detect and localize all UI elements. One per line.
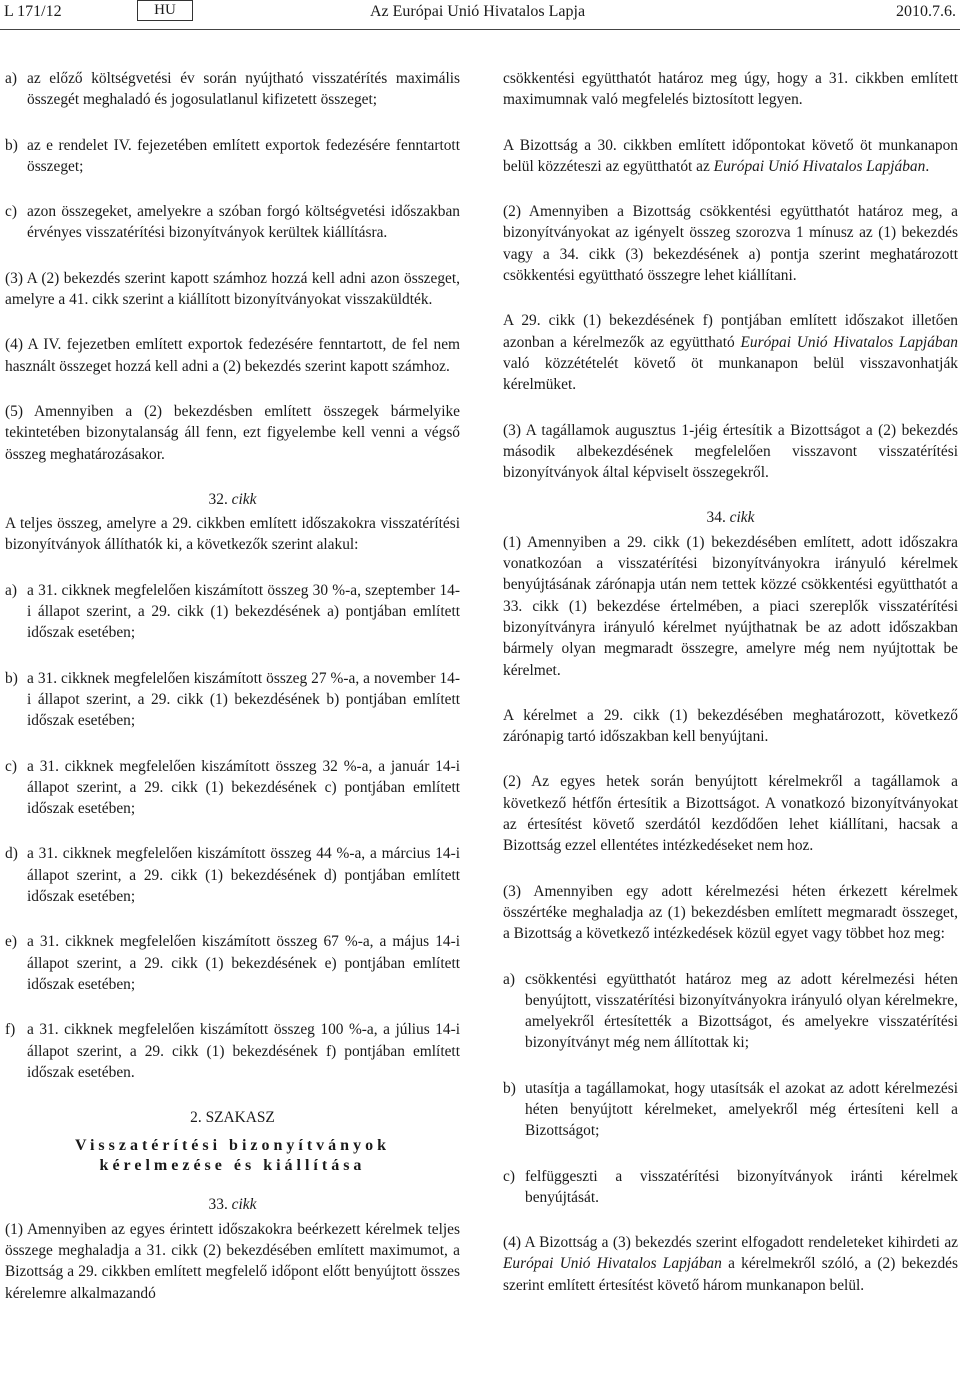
withdrawal-paragraph: A 29. cikk (1) bekezdésének f) pontjában említett időszakot illetően azonban a kérelmezők az együttható Európai Unió Hivatalos Lapjában való közzétételét követő öt munkanapon belül visszavonhatják kérelmüket. bbox=[503, 312, 958, 394]
paragraph-2: (2) Amennyiben a Bizottság csökkentési együtthatót határoz meg, a bizonyítványokat az igényelt összeg szorozva 1 mínusz az (1) bekezdés vagy a 34. cikk (3) bekezdésének a) pontja szerint meghatározott csökkentési együttható összegre lehet kiállítani. bbox=[503, 203, 958, 285]
article-33-paragraph-1: (1) Amennyiben az egyes érintett időszakokra beérkezett kérelmek teljes összege meghaladja a 31. cikk (2) bekezdésében említett maximumot, a Bizottság a 29. cikkben említett megfelelő időpont előtt benyújtott összes kérelemre alkalmazandó bbox=[5, 1220, 460, 1302]
page-header bbox=[0, 0, 960, 30]
journal-title: Az Európai Unió Hivatalos Lapja bbox=[370, 3, 586, 20]
paragraph-3: (3) A (2) bekezdés szerint kapott számhoz hozzá kell adni azon összeget, amelyre a 41. cikk szerint a kiállított bizonyítványokat visszaküldték. bbox=[5, 269, 460, 309]
article-33-heading: 33. cikk bbox=[208, 1196, 257, 1214]
section-label: 2. SZAKASZ bbox=[190, 1109, 275, 1127]
publication-date: 2010.7.6. bbox=[896, 3, 956, 20]
list-item: c) a 31. cikknek megfelelően kiszámított összeg 32 %-a, a január 14-i állapot szerint, a 29. cikk (1) bekezdésének c) pontjában említett időszak esetében; bbox=[5, 757, 460, 818]
list-item: a) az előző költségvetési év során nyújtható visszatérítés maximális összegét meghaladó és jogosulatlanul kifizetett összeget; bbox=[5, 70, 460, 109]
section-title-line-1: Visszatérítési bizonyítványok bbox=[75, 1137, 390, 1155]
article-34-paragraph-4: (4) A Bizottság a (3) bekezdés szerint elfogadott rendeleteket kihirdeti az Európai Unió Hivatalos Lapjában a kérelmekről szóló, a (2) bekezdés szerint említett értesítést követő három munkanapon belül. bbox=[503, 1234, 958, 1294]
list-item: e) a 31. cikknek megfelelően kiszámított összeg 67 %-a, a május 14-i állapot szerint, a 29. cikk (1) bekezdésének e) pontjában említett időszak esetében; bbox=[5, 933, 460, 993]
article-34-paragraph-3: (3) Amennyiben egy adott kérelmezési héten érkezett kérelmek összértéke meghaladja az (1) bekezdésben említett megmaradt összeget, a Bizottság a következő intézkedések közül egyet vagy többet hoz meg: bbox=[503, 882, 958, 943]
list-item: f) a 31. cikknek megfelelően kiszámított összeg 100 %-a, a július 14-i állapot szerint, a 29. cikk (1) bekezdésének f) pontjában említett időszak esetében. bbox=[5, 1021, 460, 1081]
article-34-paragraph-2: (2) Az egyes hetek során benyújtott kérelmekről a tagállamok a következő hétfőn értesítik a Bizottságot. A vonatkozó bizonyítványokat az értesítést követő szerdától kezdődően lehet kiállítani, hacsak a Bizottság ezzel ellentétes intézkedéseket nem hoz. bbox=[503, 773, 958, 855]
language-badge: HU bbox=[137, 0, 193, 21]
list-item: d) a 31. cikknek megfelelően kiszámított összeg 44 %-a, a március 14-i állapot szerint, a 29. cikk (1) bekezdésének d) pontjában említett időszak esetében; bbox=[5, 845, 460, 906]
header-rule bbox=[0, 29, 960, 30]
list-item: c) azon összegeket, amelyekre a szóban forgó költségvetési időszakban érvényes visszatérítési bizonyítványok kerültek kiállításra. bbox=[5, 203, 460, 242]
list-item: b) utasítja a tagállamokat, hogy utasítsák el azokat az adott kérelmezési héten benyújtott kérelmeket, amelyekről még értesíteni kell a Bizottságot; bbox=[503, 1079, 958, 1140]
list-item: b) a 31. cikknek megfelelően kiszámított összeg 27 %-a, a november 14-i állapot szerint, a 29. cikk (1) bekezdésének b) pontjában említett időszak esetében; bbox=[5, 669, 460, 730]
list-item: b) az e rendelet IV. fejezetében említett exportok fedezésére fenntartott összeget; bbox=[5, 136, 460, 175]
list-item: a) a 31. cikknek megfelelően kiszámított összeg 30 %-a, szeptember 14-i állapot szerint, a 29. cikk (1) bekezdésének a) pontjában említett időszak esetében; bbox=[5, 581, 460, 642]
right-column bbox=[503, 68, 958, 1296]
paragraph-4: (4) A IV. fejezetben említett exportok fedezésére fenntartott, de fel nem használt összeget hozzá kell adni a (2) bekezdés szerint kapott számhoz. bbox=[5, 336, 460, 375]
article-30-publication-paragraph: A Bizottság a 30. cikkben említett időpontokat követő öt munkanapon belül közzéteszi az együtthatót az Európai Unió Hivatalos Lapjában. bbox=[503, 136, 958, 175]
article-34-paragraph-1b: A kérelmet a 29. cikk (1) bekezdésében meghatározott, következő zárónapig tartó időszakban kell benyújtani. bbox=[503, 706, 958, 746]
left-column bbox=[5, 68, 460, 1304]
page-reference: L 171/12 bbox=[4, 3, 62, 20]
continuation-paragraph: csökkentési együtthatót határoz meg úgy, hogy a 31. cikkben említett maximumnak való megfelelés biztosított legyen. bbox=[503, 70, 958, 109]
article-32-intro: A teljes összeg, amelyre a 29. cikkben említett időszakokra visszatérítési bizonyítványok állíthatók ki, a következők szerint alakul: bbox=[5, 515, 460, 554]
article-32-heading: 32. cikk bbox=[208, 490, 257, 508]
list-item: a) csökkentési együtthatót határoz meg az adott kérelmezési héten benyújtott, visszatérítési bizonyítványokra irányuló olyan kérelmekre, amelyekről értesítették a Bizottságot, és amelyekre visszatérítési bizonyítványt még nem állítottak ki; bbox=[503, 970, 958, 1052]
article-34-paragraph-1: (1) Amennyiben a 29. cikk (1) bekezdésében említett, adott időszakra vonatkozóan a visszatérítési bizonyítványokra irányuló kérelmek benyújtásának zárónapja után nem tettek közzé csökkentési együtthatót a 33. cikk (1) bekezdése értelmében, a piaci szereplők visszatérítési bizonyítványra irányuló kérelmet nyújthatnak be az adott időszakban bármely olyan megmaradt összegre, amelyre még nem nyújtottak be kérelmet. bbox=[503, 533, 958, 679]
paragraph-5: (5) Amennyiben a (2) bekezdésben említett összegek bármelyike tekintetében bizonytalanság áll fenn, ezt figyelembe kell venni a végső összeg meghatározásakor. bbox=[5, 402, 460, 463]
article-34-heading: 34. cikk bbox=[706, 509, 755, 527]
section-title-line-2: kérelmezése és kiállítása bbox=[99, 1157, 366, 1175]
paragraph-3: (3) A tagállamok augusztus 1-jéig értesítik a Bizottságot a (2) bekezdés második albekezdésének megfelelően visszavont visszatérítési bizonyítványok által képviselt összegekről. bbox=[503, 421, 958, 482]
list-item: c) felfüggeszti a visszatérítési bizonyítványok iránti kérelmek benyújtását. bbox=[503, 1167, 958, 1206]
